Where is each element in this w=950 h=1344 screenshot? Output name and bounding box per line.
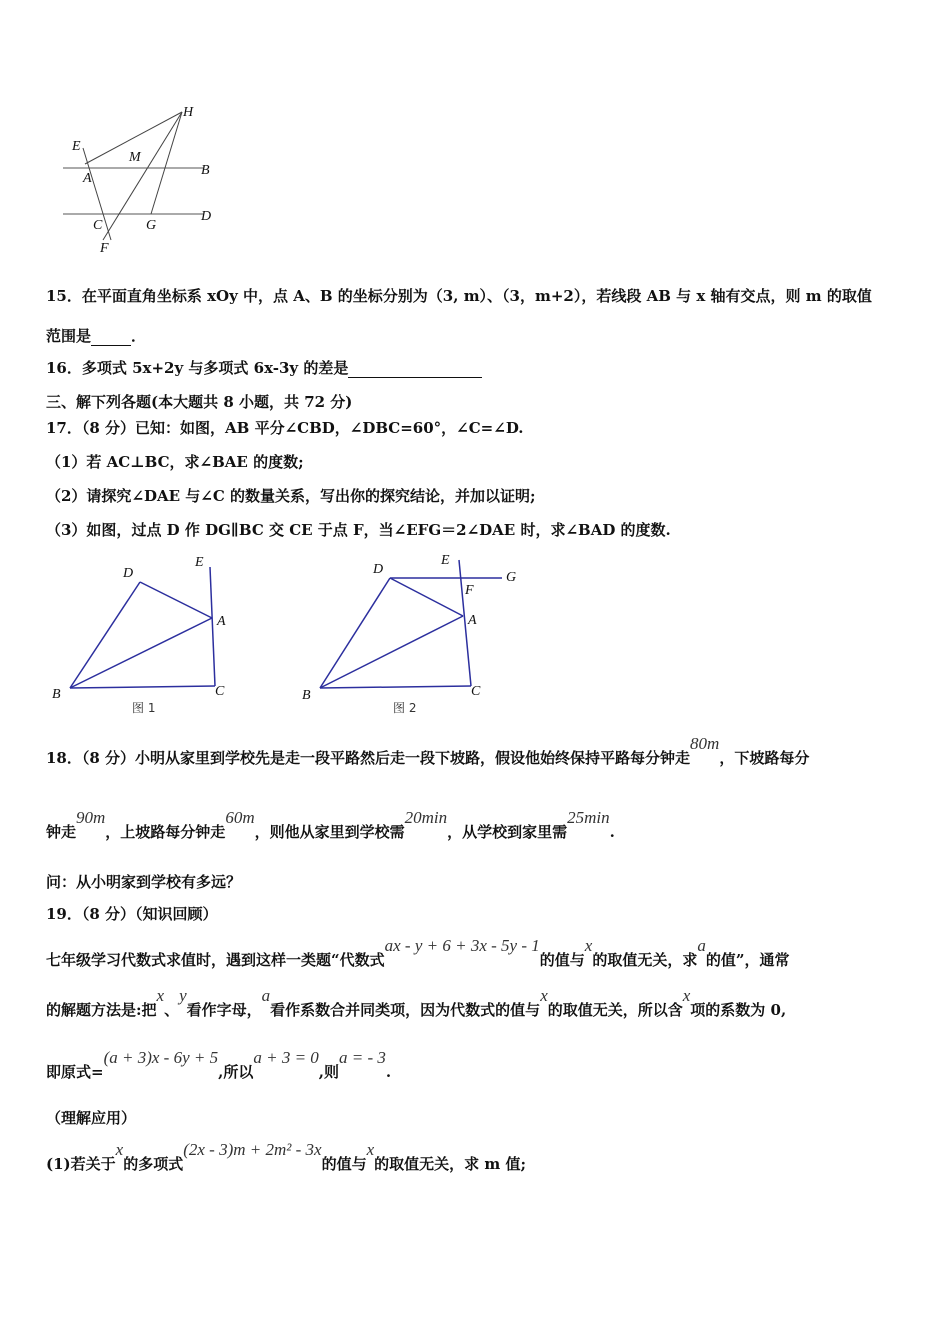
fig1-line-bd	[70, 582, 140, 688]
fig1-line-ec	[210, 567, 215, 686]
label-e: E	[72, 139, 81, 154]
fig2-line-bd	[320, 578, 390, 688]
label-d: D	[201, 209, 212, 224]
q19-title: 19．（8 分）（知识回顾）	[46, 905, 218, 923]
line-hg	[151, 112, 182, 214]
fig2-label-a: A	[468, 613, 477, 628]
q19-text-i: 项的系数为 0,	[690, 1001, 787, 1019]
fig2-label-b: B	[302, 688, 311, 703]
q18-text-f: ，从学校到家里需	[447, 823, 568, 841]
label-m: M	[129, 150, 141, 165]
q19-x5: x	[115, 1140, 124, 1159]
q19-expr4: a = - 3	[339, 1048, 386, 1067]
q18-text-b: ，下坡路每分	[719, 749, 810, 767]
label-h: H	[183, 105, 194, 120]
q19-y2: y	[179, 986, 187, 1005]
q19-x4: x	[682, 986, 691, 1005]
q19-a2: a	[261, 986, 271, 1005]
q19-expr1: ax - y + 6 + 3x - 5y - 1	[384, 936, 540, 955]
q19-text-a: 七年级学习代数式求值时，遇到这样一类题“代数式	[46, 951, 385, 969]
label-b: B	[201, 163, 210, 178]
q19-text-j: 即原式=	[46, 1063, 104, 1081]
q19-text-n: (1)若关于	[46, 1155, 116, 1173]
q19-text-h: 的取值无关，所以含	[547, 1001, 683, 1019]
fig1-caption: 图 1	[132, 701, 156, 715]
q15-line2	[46, 326, 146, 346]
fig2-caption: 图 2	[393, 701, 417, 715]
q19-x6: x	[366, 1140, 375, 1159]
q19-x1: x	[584, 936, 593, 955]
q16-text: 16．多项式 5x+2y 与多项式 6x-3y 的差是	[46, 359, 349, 377]
figure-1	[45, 552, 245, 722]
q19-expr3: a + 3 = 0	[253, 1048, 319, 1067]
fig1-label-a: A	[217, 614, 226, 629]
q17-part2: （2）请探究∠DAE 与∠C 的数量关系，写出你的探究结论，并加以证明;	[46, 487, 536, 505]
q17-part3: （3）如图，过点 D 作 DG∥BC 交 CE 于点 F，当∠EFG＝2∠DAE 时，求∠BAD 的度数.	[46, 521, 671, 539]
figure-parallel-lines	[55, 100, 225, 260]
fig2-label-f: F	[465, 583, 474, 598]
q19-part1	[46, 1140, 526, 1174]
q19-a1: a	[697, 936, 706, 955]
q19-text-e: 的解题方法是:把	[46, 1001, 157, 1019]
label-c: C	[93, 218, 103, 233]
fig1-label-d: D	[123, 566, 134, 581]
q19-x2: x	[156, 986, 165, 1005]
fig1-line-da	[140, 582, 212, 618]
q18-text-g: .	[609, 823, 615, 841]
fig2-line-da	[390, 578, 463, 616]
q19-text-o: 的多项式	[123, 1155, 184, 1173]
q19-expr2: (a + 3)x - 6y + 5	[103, 1048, 219, 1067]
q18-text-d: ，上坡路每分钟走	[105, 823, 226, 841]
fig1-line-bc	[70, 686, 215, 688]
q19-text-q: 的取值无关，求 m 值;	[374, 1155, 526, 1173]
q17-stem: 17．（8 分）已知：如图，AB 平分∠CBD，∠DBC=60°，∠C=∠D.	[46, 419, 524, 437]
label-g: G	[146, 218, 157, 233]
fig2-line-ba	[320, 616, 463, 688]
q17-part1: （1）若 AC⊥BC，求∠BAE 的度数;	[46, 453, 304, 471]
q18-line1	[46, 734, 810, 768]
q19-text-b: 的值与	[539, 951, 585, 969]
q15-end: ．	[131, 327, 147, 345]
q19-text-k: ,所以	[218, 1063, 254, 1081]
q18-line2	[46, 808, 615, 842]
q16	[46, 358, 482, 378]
fig1-label-b: B	[52, 687, 61, 702]
fig2-label-g: G	[506, 570, 517, 585]
q19-text-g: 看作系数合并同类项，因为代数式的值与	[270, 1001, 541, 1019]
label-a: A	[83, 171, 92, 186]
q19-text-p: 的值与	[321, 1155, 367, 1173]
q19-sep: 、	[164, 1001, 180, 1019]
section-3-heading: 三、解下列各题(本大题共 8 小题，共 72 分)	[46, 393, 353, 411]
q16-answer-blank	[348, 361, 482, 378]
q18-time-to-school: 20min	[404, 808, 448, 827]
q18-text-e: ，则他从家里到学校需	[254, 823, 405, 841]
q15-prefix: 范围是	[46, 327, 92, 345]
q19-text-c: 的取值无关，求	[592, 951, 698, 969]
q19-x3: x	[540, 986, 548, 1005]
q15-answer-blank	[91, 329, 131, 346]
q19-subheading: （理解应用）	[46, 1109, 137, 1127]
q18-question: 问：从小明家到学校有多远？	[46, 873, 242, 891]
fig2-label-e: E	[441, 553, 450, 568]
q15-line1: 15．在平面直角坐标系 xOy 中，点 A、B 的坐标分别为（3, m）、（3，m+2），若线段 AB 与 x 轴有交点，则 m 的取值	[46, 287, 872, 305]
q19-expr5: (2x - 3)m + 2m² - 3x	[183, 1140, 322, 1159]
fig2-line-bc	[320, 686, 471, 688]
label-f: F	[100, 241, 109, 256]
q19-line3	[46, 1048, 392, 1082]
figure-2	[295, 548, 535, 722]
q19-text-l: ,则	[318, 1063, 340, 1081]
q19-line2	[46, 986, 787, 1020]
q18-flat-speed: 80m	[690, 734, 720, 753]
q18-text-a: 18．（8 分）小明从家里到学校先是走一段平路然后走一段下坡路，假设他始终保持平路每分钟走	[46, 749, 691, 767]
q18-time-home: 25min	[567, 808, 610, 827]
line-hf	[103, 112, 182, 240]
q18-text-c: 钟走	[46, 823, 77, 841]
fig1-label-e: E	[195, 555, 204, 570]
fig1-label-c: C	[215, 684, 225, 699]
q19-text-f: 看作字母，	[186, 1001, 262, 1019]
q19-text-d: 的值”，通常	[705, 951, 790, 969]
q18-up-speed: 60m	[225, 808, 255, 827]
fig2-label-d: D	[373, 562, 384, 577]
q19-text-m: .	[385, 1063, 392, 1081]
q18-down-speed: 90m	[76, 808, 106, 827]
fig2-label-c: C	[471, 684, 481, 699]
q19-line1	[46, 936, 790, 970]
fig1-line-ba	[70, 618, 212, 688]
